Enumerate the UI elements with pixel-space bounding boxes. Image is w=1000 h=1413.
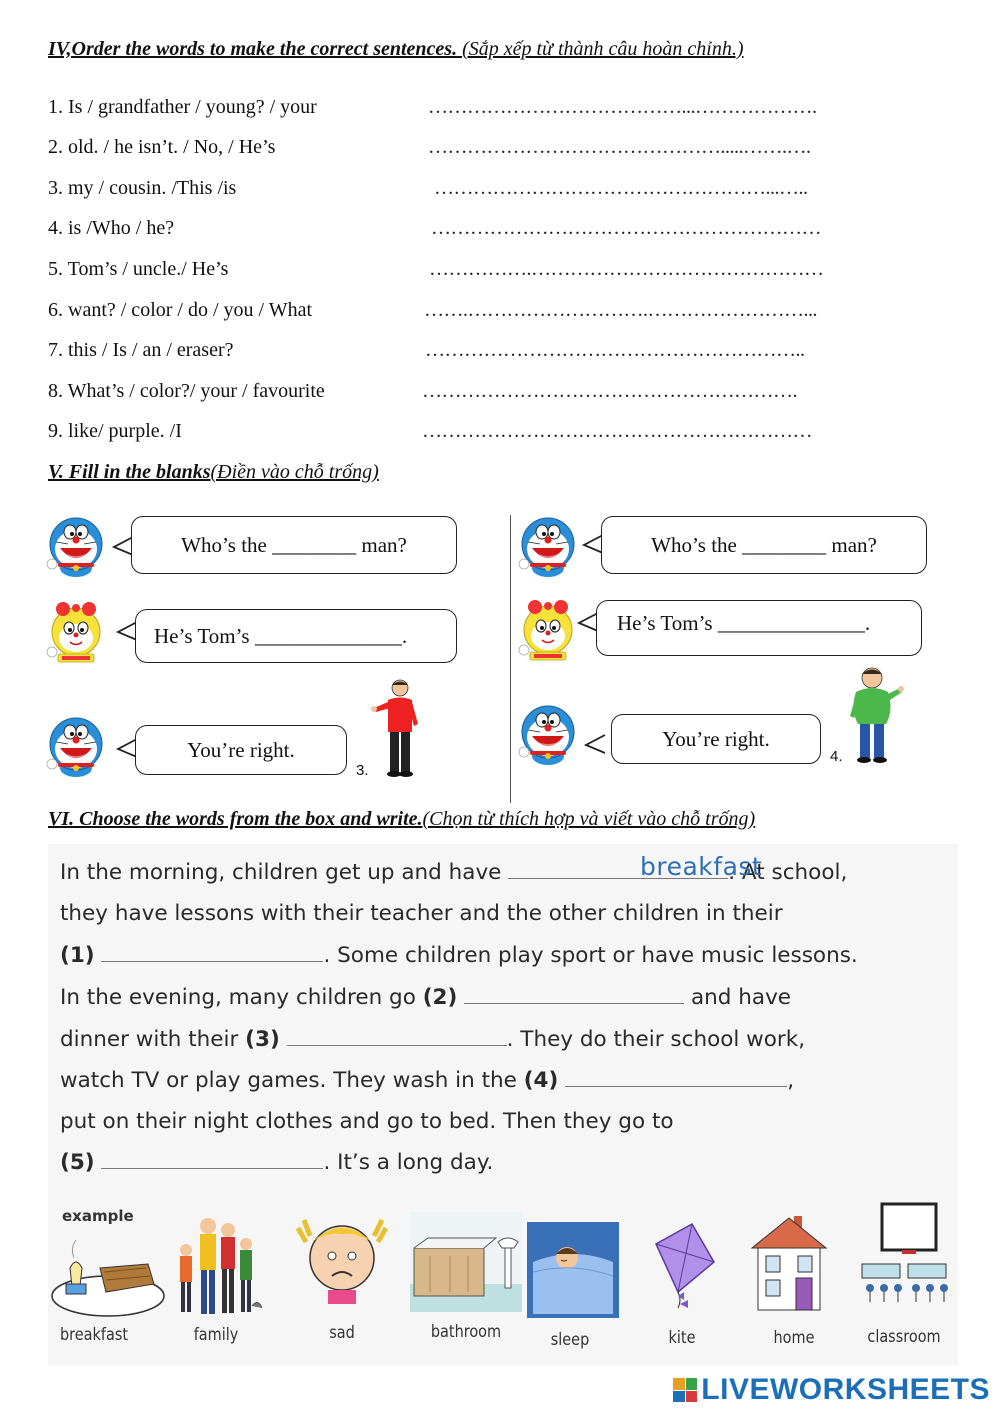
text-line-2: they have lessons with their teacher and the other children in their xyxy=(60,901,783,926)
answer-line-8[interactable]: …………………………………………………. xyxy=(422,380,797,402)
word-bathroom: bathroom xyxy=(430,1322,502,1342)
order-item-7: 7. this / Is / an / eraser? xyxy=(48,339,234,361)
section5-title-vi: (Điền vào chỗ trống) xyxy=(210,461,379,483)
blank-number-1: (1) xyxy=(60,943,95,968)
line6-start: watch TV or play games. They wash in the xyxy=(60,1068,517,1093)
section4-title: IV,Order the words to make the correct sentences. xyxy=(48,38,458,60)
blank-5[interactable] xyxy=(101,1154,323,1169)
order-item-9: 9. like/ purple. /I xyxy=(48,420,182,442)
answer-line-1[interactable]: …………………………………...………………. xyxy=(428,96,817,118)
family-icon xyxy=(166,1212,266,1320)
section5-heading xyxy=(48,461,379,484)
word-kite: kite xyxy=(668,1328,696,1348)
dorami-icon xyxy=(518,598,582,666)
text-line-5 xyxy=(60,1027,805,1052)
blank-4[interactable] xyxy=(565,1072,787,1087)
word-sad: sad xyxy=(329,1323,355,1343)
right-question-bubble xyxy=(601,516,927,574)
section5-divider xyxy=(510,515,511,803)
text-line-8 xyxy=(60,1150,493,1175)
doraemon-icon xyxy=(46,516,110,580)
blank-2[interactable] xyxy=(464,989,684,1004)
order-item-1: 1. Is / grandfather / young? / your xyxy=(48,96,317,118)
left-question-bubble xyxy=(131,516,457,574)
left-reply-bubble xyxy=(135,725,347,775)
word-home: home xyxy=(773,1328,815,1348)
blank-1[interactable] xyxy=(101,947,323,962)
text-line-3 xyxy=(60,943,858,968)
section6-title: VI. Choose the words from the box and write. xyxy=(48,808,423,830)
line4-end: and have xyxy=(691,985,792,1010)
line5-start: dinner with their xyxy=(60,1027,239,1052)
example-answer: breakfast xyxy=(640,852,763,881)
right-question-text: Who’s the ________ man? xyxy=(651,532,877,557)
answer-line-2[interactable]: ……………………………………….....…….…. xyxy=(428,136,811,158)
section4-heading xyxy=(48,38,743,61)
line1-end: . At school, xyxy=(728,860,848,885)
order-item-8: 8. What’s / color?/ your / favourite xyxy=(48,380,325,402)
left-question-text: Who’s the ________ man? xyxy=(181,532,407,557)
section6-heading xyxy=(48,808,755,831)
answer-line-9[interactable]: …………………………………………………… xyxy=(422,420,812,442)
right-answer-text[interactable]: He’s Tom’s ______________. xyxy=(617,610,871,635)
answer-line-6[interactable]: …….……………………….……………………... xyxy=(424,299,817,321)
order-item-6: 6. want? / color / do / you / What xyxy=(48,299,313,321)
right-reply-text: You’re right. xyxy=(662,726,770,751)
order-item-5: 5. Tom’s / uncle./ He’s xyxy=(48,258,229,280)
section4-title-vi: (Sắp xếp từ thành câu hoàn chỉnh.) xyxy=(462,38,744,60)
dorami-icon xyxy=(46,600,110,668)
doraemon-icon xyxy=(518,704,582,768)
left-answer-text[interactable]: He’s Tom’s ______________. xyxy=(154,623,408,648)
line5-end: . They do their school work, xyxy=(506,1027,806,1052)
sleep-icon xyxy=(527,1222,619,1318)
line1-start: In the morning, children get up and have xyxy=(60,860,502,885)
blank-number-4: (4) xyxy=(523,1068,559,1093)
text-line-7: put on their night clothes and go to bed. Then they go to xyxy=(60,1109,674,1134)
example-label: example xyxy=(62,1207,134,1225)
text-line-6 xyxy=(60,1068,794,1093)
doraemon-icon xyxy=(518,516,582,580)
sad-face-icon xyxy=(296,1212,388,1308)
man-red-shirt-icon xyxy=(370,678,426,778)
blank-number-2: (2) xyxy=(422,985,458,1010)
section5-title: V. Fill in the blanks xyxy=(48,461,211,483)
logo-text: LIVEWORKSHEETS xyxy=(701,1373,990,1406)
section6-title-vi: (Chọn từ thích hợp và viết vào chỗ trống) xyxy=(422,808,756,830)
bathroom-icon xyxy=(410,1212,522,1312)
answer-line-5[interactable]: …………….……………………………………… xyxy=(429,258,824,280)
answer-line-3[interactable]: ……………………………………………...….. xyxy=(434,177,808,199)
left-reply-text: You’re right. xyxy=(187,737,295,762)
word-family: family xyxy=(193,1325,239,1345)
word-breakfast: breakfast xyxy=(59,1325,129,1345)
liveworksheets-logo xyxy=(673,1373,990,1407)
blank-number-5: (5) xyxy=(60,1150,95,1175)
man-green-shirt-icon xyxy=(844,666,904,766)
classroom-icon xyxy=(858,1202,950,1314)
logo-badge-icon xyxy=(673,1378,697,1402)
breakfast-icon xyxy=(50,1228,166,1320)
text-line-4 xyxy=(60,985,791,1010)
home-icon xyxy=(748,1212,830,1314)
line3-end: . Some children play sport or have music lessons. xyxy=(323,943,858,968)
word-classroom: classroom xyxy=(867,1327,941,1347)
line8-end: . It’s a long day. xyxy=(323,1150,494,1175)
line6-end: , xyxy=(787,1068,795,1093)
order-item-3: 3. my / cousin. /This /is xyxy=(48,177,237,199)
left-answer-bubble xyxy=(135,609,457,663)
blank-3[interactable] xyxy=(287,1031,507,1046)
order-item-2: 2. old. / he isn’t. / No, / He’s xyxy=(48,136,276,158)
line4-start: In the evening, many children go xyxy=(60,985,416,1010)
doraemon-icon xyxy=(46,716,110,780)
answer-line-7[interactable]: ………………………………………………….. xyxy=(425,339,805,361)
right-answer-bubble xyxy=(596,600,922,656)
picture-number-4: 4. xyxy=(830,748,843,765)
blank-number-3: (3) xyxy=(245,1027,280,1052)
answer-line-4[interactable]: …………………………………………………… xyxy=(431,217,821,239)
bubble-tail-icon xyxy=(584,733,606,757)
right-reply-bubble xyxy=(611,714,821,764)
word-sleep: sleep xyxy=(550,1330,590,1350)
picture-number-3: 3. xyxy=(356,762,369,779)
kite-icon xyxy=(648,1222,718,1314)
order-item-4: 4. is /Who / he? xyxy=(48,217,175,239)
